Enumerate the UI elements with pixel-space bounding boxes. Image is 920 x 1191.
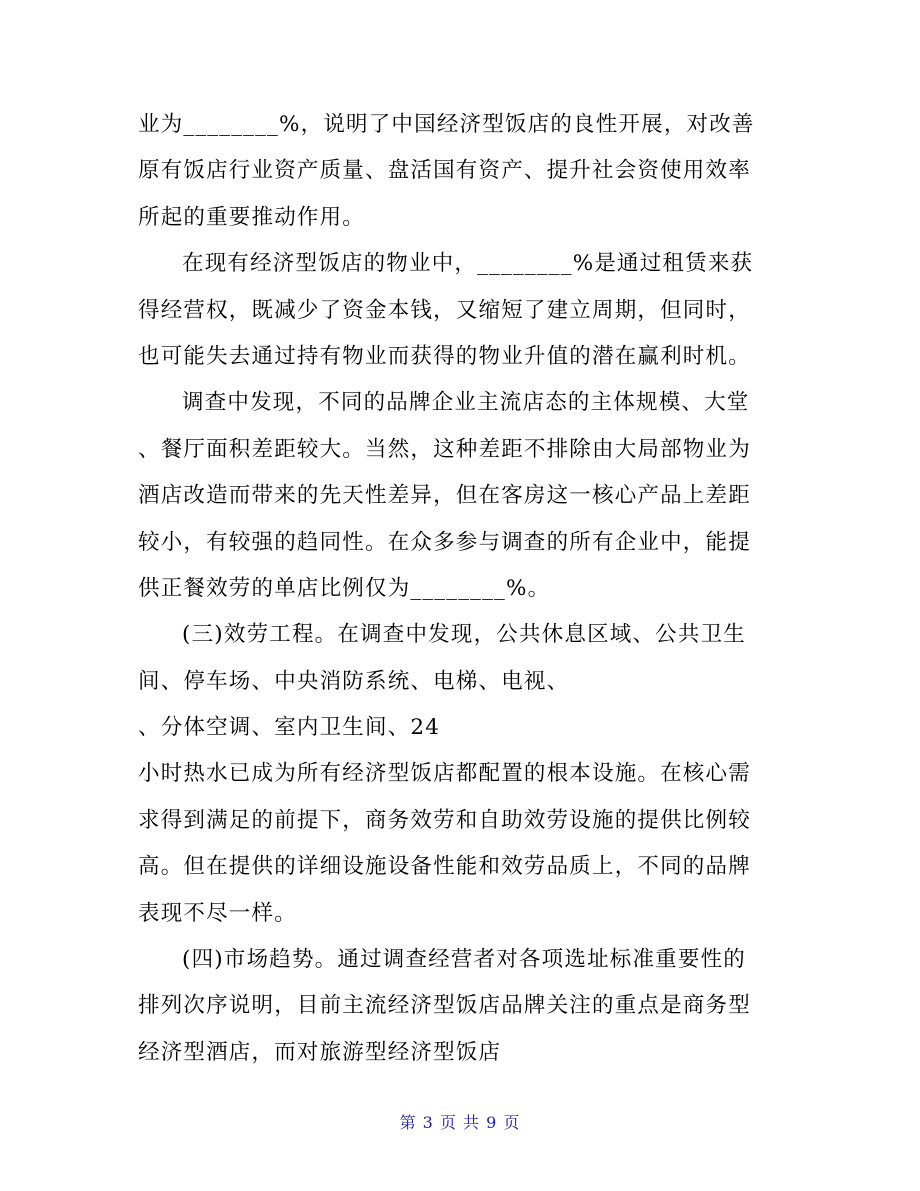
- text-line: 表现不尽一样。: [138, 900, 297, 926]
- text-line: 所起的重要推动作用。: [138, 204, 366, 230]
- document-body: [138, 102, 788, 1076]
- text-line: 小时热水已成为所有经济型饭店都配置的根本设施。在核心需: [138, 761, 751, 787]
- text-line: (三)效劳工程。在调查中发现，公共休息区域、公共卫生: [182, 622, 746, 648]
- text-line: 也可能失去通过持有物业而获得的物业升值的潜在赢利时机。: [138, 343, 751, 369]
- text-line: 原有饭店行业资产质量、盘活国有资产、提升社会资使用效率: [138, 158, 751, 184]
- text-line: 间、停车场、中央消防系统、电梯、电视、: [138, 668, 570, 694]
- text-line: 供正餐效劳的单店比例仅为________%。: [138, 575, 551, 601]
- text-line: 在现有经济型饭店的物业中，________%是通过租赁来获: [182, 251, 754, 277]
- text-line: 调查中发现，不同的品牌企业主流店态的主体规模、大堂: [182, 390, 750, 416]
- text-line: 酒店改造而带来的先天性差异，但在客房这一核心产品上差距: [138, 483, 751, 509]
- text-line: 、分体空调、室内卫生间、24: [138, 715, 441, 741]
- text-line: 、餐厅面积差距较大。当然，这种差距不排除由大局部物业为: [138, 436, 751, 462]
- text-line: 高。但在提供的详细设施设备性能和效劳品质上，不同的品牌: [138, 854, 751, 880]
- text-line: 业为________%，说明了中国经济型饭店的良性开展，对改善: [138, 112, 755, 137]
- text-line: 经济型酒店，而对旅游型经济型饭店: [138, 1039, 502, 1065]
- text-line: (四)市场趋势。通过调查经营者对各项选址标准重要性的: [182, 947, 746, 973]
- page-number-footer: 第 3 页 共 9 页: [399, 1113, 521, 1132]
- text-line: 求得到满足的前提下，商务效劳和自助效劳设施的提供比例较: [138, 807, 751, 833]
- text-line: 较小，有较强的趋同性。在众多参与调查的所有企业中，能提: [138, 529, 751, 555]
- text-line: 排列次序说明，目前主流经济型饭店品牌关注的重点是商务型: [138, 993, 751, 1019]
- text-line: 得经营权，既减少了资金本钱，又缩短了建立周期，但同时，: [138, 297, 751, 323]
